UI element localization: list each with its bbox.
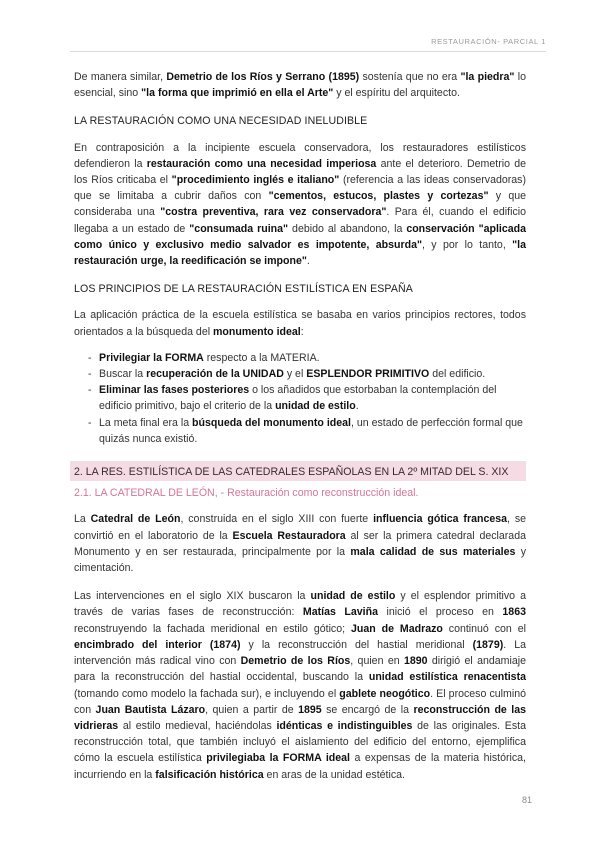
emphasis-text: 1890 bbox=[403, 655, 428, 668]
emphasis-text: restauración como una necesidad imperiosa bbox=[146, 157, 377, 170]
body-text: y el bbox=[283, 368, 307, 381]
subsection-heading: 2.1. LA CATEDRAL DE LEÓN, - Restauración como reconstrucción ideal. bbox=[74, 487, 419, 500]
emphasis-text: conservación "aplicada como único y exclusivo medio salvador es impotente, absurda" bbox=[74, 222, 526, 251]
paragraph-demetrio-intro bbox=[74, 69, 526, 101]
body-text: (tomando como modelo la fachada sur), e incluyendo el bbox=[74, 687, 340, 700]
body-text: , construida en el siglo XIII con fuerte bbox=[180, 513, 374, 526]
body-text: , se convirtió en el laboratorio de la bbox=[74, 513, 527, 542]
emphasis-text: Demetrio de los Ríos y Serrano (1895) bbox=[166, 71, 360, 83]
header-divider bbox=[70, 51, 546, 52]
emphasis-text: Juan de Madrazo bbox=[350, 622, 443, 635]
body-text: ante el deterioro. Demetrio de los Ríos criticaba el bbox=[74, 157, 527, 187]
body-text: La bbox=[74, 513, 91, 526]
body-text: o los añadidos que estorbaban la contemplación del edificio primitivo, bajo el criterio de la bbox=[99, 384, 497, 413]
emphasis-text: unidad estilística renacentista bbox=[368, 671, 526, 684]
emphasis-text: "costra preventiva, rara vez conservadora" bbox=[160, 206, 387, 219]
body-text: De manera similar, bbox=[74, 71, 167, 83]
emphasis-text: recuperación de la UNIDAD bbox=[146, 368, 284, 381]
principles-list bbox=[74, 350, 526, 447]
body-text: al estilo medieval, haciéndolas bbox=[118, 719, 277, 732]
body-text: en aras de la unidad estética. bbox=[263, 768, 405, 781]
body-text: inició el proceso en bbox=[377, 606, 503, 619]
body-text: al ser la primera catedral declarada Monumento y en ser restaurada, principalmente por la bbox=[74, 529, 526, 558]
body-text: y el esplendor primitivo a través de varias fases de reconstrucción: bbox=[74, 590, 527, 619]
emphasis-text: Matías Laviña bbox=[302, 606, 378, 619]
body-text: , un estado de perfección formal que quizás nunca existió. bbox=[99, 416, 523, 445]
body-text: La meta final era la bbox=[99, 416, 193, 429]
emphasis-text: "la piedra" bbox=[460, 71, 515, 83]
list-item bbox=[90, 366, 526, 382]
emphasis-text: "cementos, estucos, plastes y cortezas" bbox=[268, 190, 489, 203]
heading-restauracion-necesidad: LA RESTAURACIÓN COMO UNA NECESIDAD INELUDIBLE bbox=[74, 115, 368, 128]
body-text: respecto a la MATERIA. bbox=[203, 351, 320, 364]
body-text: : bbox=[300, 325, 304, 338]
body-text: a expensas de la materia histórica, incurriendo en la bbox=[74, 752, 526, 781]
emphasis-text: unidad de estilo bbox=[310, 590, 396, 603]
emphasis-text: ESPLENDOR PRIMITIVO bbox=[306, 368, 430, 381]
emphasis-text: "consumada ruina" bbox=[189, 222, 289, 235]
body-text: La aplicación práctica de la escuela estilística se basaba en varios principios rectores, todos orientados a la búsqueda del bbox=[74, 309, 526, 338]
page-content bbox=[74, 69, 526, 783]
emphasis-text: encimbrado del interior (1874) bbox=[74, 638, 241, 651]
emphasis-text: idénticas e indistinguibles bbox=[276, 719, 413, 732]
body-text: reconstruyendo la fachada meridional en estilo gótico; bbox=[74, 622, 351, 635]
paragraph-restauracion-necesidad bbox=[74, 140, 526, 270]
body-text: En contraposición a la incipiente escuela conservadora, los restauradores estilísticos defendieron la bbox=[74, 141, 526, 170]
body-text: y cimentación. bbox=[74, 545, 526, 575]
body-text: dirigió el andamiaje para la reconstrucción del hastial occidental, buscando la bbox=[74, 655, 527, 684]
section-heading: 2. LA RES. ESTILÍSTICA DE LAS CATEDRALES ESPAÑOLAS EN LA 2º MITAD DEL S. XIX bbox=[70, 461, 526, 481]
emphasis-text: "la restauración urge, la reedificación se impone" bbox=[74, 238, 526, 268]
body-text: de las originales. Esta reconstrucción total, que también incluyó el aislamiento del edificio del entorno, ejemplifica cómo la escuela estilística bbox=[74, 719, 527, 765]
body-text: sostenía que no era bbox=[359, 71, 461, 83]
list-item bbox=[90, 382, 526, 414]
body-text: y la reconstrucción del hastial meridional bbox=[240, 638, 473, 651]
body-text: . bbox=[355, 400, 359, 413]
body-text: . El proceso culminó con bbox=[74, 687, 526, 716]
emphasis-text: gablete neogótico bbox=[339, 687, 431, 700]
emphasis-text: "procedimiento inglés e italiano" bbox=[171, 174, 340, 187]
body-text: , y por lo tanto, bbox=[421, 238, 513, 251]
body-text: , quien a partir de bbox=[205, 703, 299, 716]
body-text: debido al abandono, la bbox=[288, 222, 407, 235]
heading-principios: LOS PRINCIPIOS DE LA RESTAURACIÓN ESTILÍSTICA EN ESPAÑA bbox=[74, 283, 413, 296]
body-text: del edificio. bbox=[429, 368, 486, 381]
emphasis-text: privilegiaba la FORMA ideal bbox=[206, 752, 351, 765]
emphasis-text: reconstrucción de las vidrieras bbox=[74, 703, 526, 732]
body-text: . Para él, cuando el edificio llegaba a un estado de bbox=[74, 206, 526, 235]
emphasis-text: 1863 bbox=[502, 606, 526, 619]
list-item bbox=[90, 350, 526, 366]
paragraph-intervenciones bbox=[74, 588, 526, 782]
body-text: y que consideraba una bbox=[74, 190, 527, 219]
emphasis-text: falsificación histórica bbox=[155, 768, 264, 781]
emphasis-text: "la forma que imprimió en ella el Arte" bbox=[141, 87, 334, 100]
emphasis-text: búsqueda del monumento ideal bbox=[192, 416, 351, 429]
emphasis-text: (1879) bbox=[472, 638, 504, 651]
page-number: 81 bbox=[521, 795, 532, 805]
emphasis-text: 1895 bbox=[298, 703, 322, 716]
body-text: y el espíritu del arquitecto. bbox=[333, 87, 460, 100]
body-text: , quien en bbox=[350, 655, 404, 668]
emphasis-text: Privilegiar la FORMA bbox=[99, 351, 204, 364]
paragraph-catedral-leon bbox=[74, 511, 526, 576]
list-item bbox=[90, 415, 526, 447]
emphasis-text: monumento ideal bbox=[213, 325, 301, 338]
paragraph-principios-intro bbox=[74, 307, 526, 339]
emphasis-text: unidad de estilo bbox=[275, 400, 356, 413]
body-text: lo esencial, sino bbox=[74, 71, 526, 100]
emphasis-text: Eliminar las fases posteriores bbox=[99, 384, 250, 397]
body-text: . bbox=[306, 255, 310, 268]
body-text: (referencia a las ideas conservadoras) que se limitaba a cubrir daños con bbox=[74, 174, 526, 203]
emphasis-text: Juan Bautista Lázaro bbox=[95, 703, 206, 716]
emphasis-text: mala calidad de sus materiales bbox=[350, 545, 516, 558]
emphasis-text: Demetrio de los Ríos bbox=[240, 655, 351, 668]
emphasis-text: influencia gótica francesa bbox=[373, 513, 508, 526]
emphasis-text: Escuela Restauradora bbox=[232, 529, 346, 542]
body-text: continuó con el bbox=[442, 622, 526, 635]
body-text: se encargó de la bbox=[321, 703, 414, 716]
body-text: . La intervención más radical vino con bbox=[74, 638, 526, 668]
body-text: Buscar la bbox=[99, 368, 147, 381]
body-text: Las intervenciones en el siglo XIX buscaron la bbox=[74, 590, 311, 603]
emphasis-text: Catedral de León bbox=[90, 513, 181, 526]
running-header: RESTAURACIÓN- PARCIAL 1 bbox=[431, 37, 546, 46]
